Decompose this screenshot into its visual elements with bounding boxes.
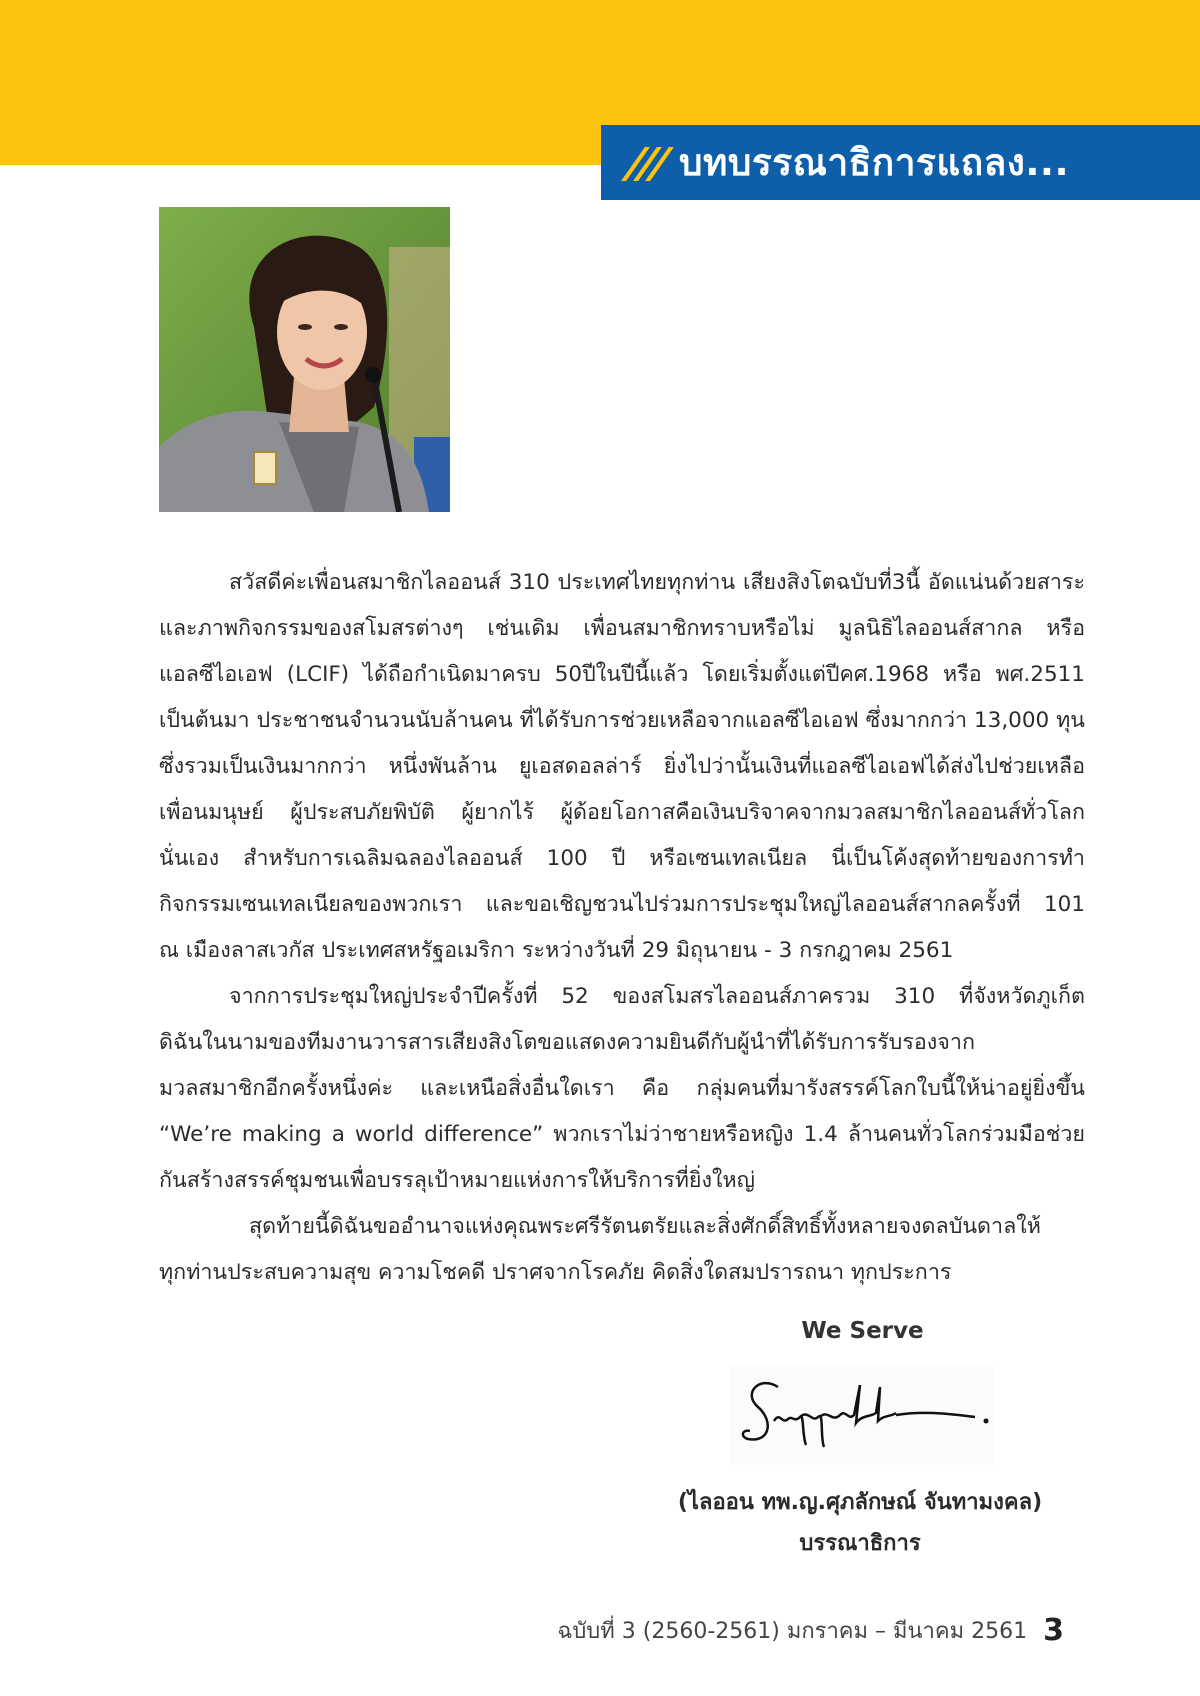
paragraph-line: สุดท้ายนี้ดิฉันขออำนาจแห่งคุณพระศรีรัตนตรัยและสิ่งศักดิ์สิทธิ์ทั้งหลายจงดลบันดาลให้ (249, 1214, 1041, 1239)
paragraph-line: ดิฉันในนามของทีมงานวารสารเสียงสิงโตขอแสดงความยินดีกับผู้นำที่ได้รับการรับรองจาก (159, 1030, 975, 1055)
paragraph-line: แอลซีไอเอฟ (LCIF) ได้ถือกำเนิดมาครบ 50ปีในปีนี้แล้ว โดยเริ่มตั้งแต่ปีคศ.1968 หรือ พศ.2511 (159, 662, 1085, 687)
slash-decoration-icon (623, 145, 671, 181)
paragraph-line: กันสร้างสรรค์ชุมชนเพื่อบรรลุเป้าหมายแห่งการให้บริการที่ยิ่งใหญ่ (159, 1168, 755, 1193)
paragraph-line: และภาพกิจกรรมของสโมสรต่างๆ เช่นเดิม เพื่อนสมาชิกทราบหรือไม่ มูลนิธิไลออนส์สากล หรือ (159, 616, 1085, 641)
editor-role: บรรณาธิการ (799, 1531, 921, 1556)
paragraph-line: สวัสดีค่ะเพื่อนสมาชิกไลออนส์ 310 ประเทศไทยทุกท่าน เสียงสิงโตฉบับที่3นี้ อัดแน่นด้วยสาระ (229, 570, 1085, 595)
paragraph-line: เป็นต้นมา ประชาชนจำนวนนับล้านคน ที่ได้รับการช่วยเหลือจากแอลซีไอเอฟ ซึ่งมากกว่า 13,000 ทุน (159, 708, 1085, 733)
page-footer (557, 1610, 1080, 1650)
paragraph-line: นั่นเอง สำหรับการเฉลิมฉลองไลออนส์ 100 ปี หรือเซนเทลเนียล นี่เป็นโค้งสุดท้ายของการทำ (159, 846, 1085, 871)
editorial-body (159, 560, 1085, 1296)
section-title: บทบรรณาธิการแถลง... (679, 141, 1070, 184)
paragraph-line: เพื่อนมนุษย์ ผู้ประสบภัยพิบัติ ผู้ยากไร้ ผู้ด้อยโอกาสคือเงินบริจาคจากมวลสมาชิกไลออนส์ทั่วโลก (159, 800, 1085, 825)
issue-info: ฉบับที่ 3 (2560-2561) มกราคม – มีนาคม 2561 (557, 1618, 1028, 1644)
editor-portrait-photo (159, 207, 450, 512)
section-title-bar (601, 125, 1200, 200)
paragraph-line: ณ เมืองลาสเวกัส ประเทศสหรัฐอเมริกา ระหว่างวันที่ 29 มิถุนายน - 3 กรกฎาคม 2561 (159, 938, 954, 963)
paragraph-line: ซึ่งรวมเป็นเงินมากกว่า หนึ่งพันล้าน ยูเอสดอลล่าร์ ยิ่งไปว่านั้นเงินที่แอลซีไอเอฟได้ส่งไปช่วยเหลือ (159, 754, 1085, 779)
paragraph-line: กิจกรรมเซนเทลเนียลของพวกเรา และขอเชิญชวนไปร่วมการประชุมใหญ่ไลออนส์สากลครั้งที่ 101 (159, 892, 1085, 917)
paragraph-line: จากการประชุมใหญ่ประจำปีครั้งที่ 52 ของสโมสรไลออนส์ภาครวม 310 ที่จังหวัดภูเก็ต (229, 984, 1085, 1009)
page-number: 3 (1043, 1612, 1064, 1648)
paragraph-line: มวลสมาชิกอีกครั้งหนึ่งค่ะ และเหนือสิ่งอื่นใดเรา คือ กลุ่มคนที่มารังสรรค์โลกใบนี้ให้น่าอยู่ยิ่งขึ้น (159, 1076, 1085, 1101)
handwritten-signature (730, 1365, 995, 1465)
motto: We Serve (801, 1318, 924, 1344)
paragraph-line: “We’re making a world difference” พวกเราไม่ว่าชายหรือหญิง 1.4 ล้านคนทั่วโลกร่วมมือช่วย (159, 1122, 1085, 1147)
editor-name: (ไลออน ทพ.ญ.ศุภลักษณ์ จันทามงคล) (677, 1490, 1043, 1515)
paragraph-line: ทุกท่านประสบความสุข ความโชคดี ปราศจากโรคภัย คิดสิ่งใดสมปรารถนา ทุกประการ (159, 1260, 952, 1285)
